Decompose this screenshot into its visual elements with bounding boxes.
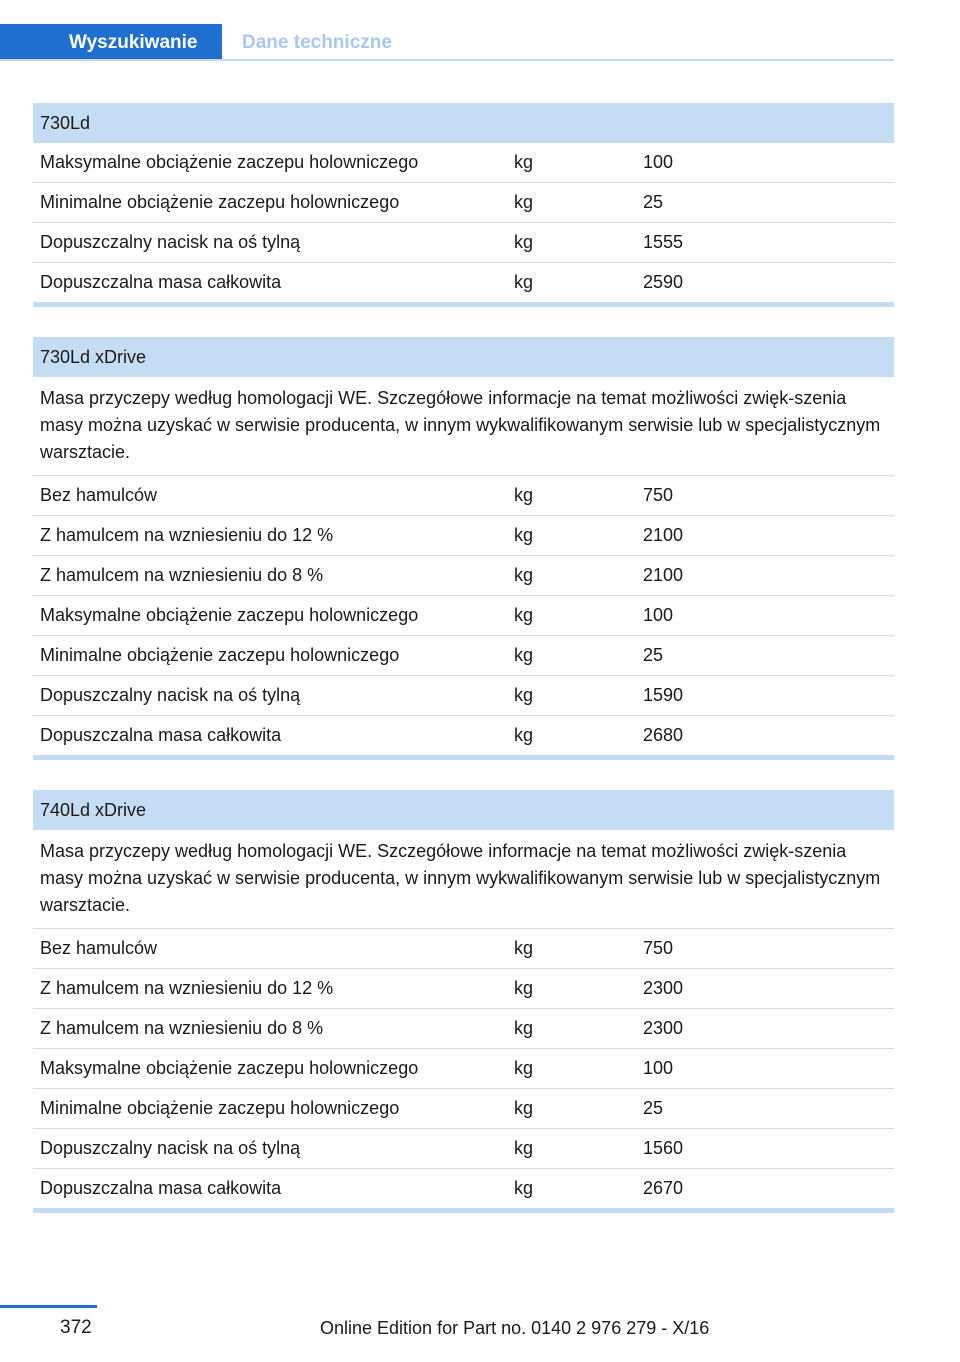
table-row: [33, 263, 894, 302]
row-label: Z hamulcem na wzniesieniu do 8 %: [40, 1018, 324, 1038]
table-row: [33, 1129, 894, 1169]
table-bottom-rule: [33, 1208, 894, 1213]
row-unit: kg: [514, 1098, 534, 1118]
table-bottom-rule: [33, 755, 894, 760]
spec-table-body: [33, 143, 894, 302]
row-label: Dopuszczalny nacisk na oś tylną: [40, 1138, 301, 1158]
row-unit: kg: [514, 685, 534, 705]
table-row: [33, 1009, 894, 1049]
row-label: Minimalne obciążenie zaczepu holowniczego: [40, 192, 400, 212]
row-unit: kg: [514, 525, 534, 545]
table-row: [33, 183, 894, 223]
tab-wyszukiwanie[interactable]: Wyszukiwanie: [0, 24, 222, 61]
table-row: [33, 636, 894, 676]
spec-table-title: 740Ld xDrive: [33, 790, 894, 830]
row-value: 2590: [643, 272, 684, 292]
row-unit: kg: [514, 565, 534, 585]
table-row: [33, 929, 894, 969]
table-row: [33, 143, 894, 183]
table-row: [33, 716, 894, 755]
row-label: Dopuszczalny nacisk na oś tylną: [40, 685, 301, 705]
table-row: [33, 1049, 894, 1089]
row-unit: kg: [514, 152, 534, 172]
row-unit: kg: [514, 938, 534, 958]
table-row: [33, 223, 894, 263]
row-unit: kg: [514, 272, 534, 292]
page-number: 372: [60, 1317, 92, 1338]
row-value: 100: [643, 152, 674, 172]
table-row: [33, 969, 894, 1009]
table-row: [33, 476, 894, 516]
spec-table: [33, 103, 894, 307]
row-unit: kg: [514, 1058, 534, 1078]
top-navigation: [0, 24, 894, 61]
row-label: Z hamulcem na wzniesieniu do 12 %: [40, 525, 334, 545]
row-unit: kg: [514, 978, 534, 998]
spec-table-note: Masa przyczepy według homologacji WE. Szczegółowe informacje na temat możliwości zwięk-szenia masy można uzyskać w serwisie producenta, w innym wykwalifikowanym serwisie lub w specjalistycznym warsztacie.: [33, 830, 894, 929]
table-row: [33, 1089, 894, 1129]
row-label: Maksymalne obciążenie zaczepu holowniczego: [40, 605, 419, 625]
row-label: Minimalne obciążenie zaczepu holowniczego: [40, 1098, 400, 1118]
row-label: Dopuszczalny nacisk na oś tylną: [40, 232, 301, 252]
row-label: Z hamulcem na wzniesieniu do 8 %: [40, 565, 324, 585]
row-value: 25: [643, 192, 664, 212]
row-value: 750: [643, 938, 674, 958]
row-label: Z hamulcem na wzniesieniu do 12 %: [40, 978, 334, 998]
row-value: 25: [643, 645, 664, 665]
table-row: [33, 516, 894, 556]
row-unit: kg: [514, 645, 534, 665]
table-row: [33, 1169, 894, 1208]
row-value: 2100: [643, 525, 684, 545]
row-label: Dopuszczalna masa całkowita: [40, 725, 282, 745]
table-row: [33, 596, 894, 636]
row-value: 100: [643, 1058, 674, 1078]
row-value: 25: [643, 1098, 664, 1118]
row-label: Dopuszczalna masa całkowita: [40, 1178, 282, 1198]
spec-table-body: [33, 476, 894, 755]
row-value: 2300: [643, 1018, 684, 1038]
row-value: 1590: [643, 685, 684, 705]
row-label: Minimalne obciążenie zaczepu holowniczego: [40, 645, 400, 665]
row-label: Maksymalne obciążenie zaczepu holowniczego: [40, 1058, 419, 1078]
spec-table: [33, 337, 894, 760]
spec-tables: [33, 103, 894, 1243]
row-value: 2680: [643, 725, 684, 745]
row-label: Bez hamulców: [40, 938, 158, 958]
spec-table-title: 730Ld xDrive: [33, 337, 894, 377]
row-unit: kg: [514, 605, 534, 625]
row-unit: kg: [514, 1178, 534, 1198]
row-unit: kg: [514, 1018, 534, 1038]
row-unit: kg: [514, 232, 534, 252]
row-label: Dopuszczalna masa całkowita: [40, 272, 282, 292]
row-unit: kg: [514, 485, 534, 505]
row-label: Maksymalne obciążenie zaczepu holowniczego: [40, 152, 419, 172]
header-divider: [0, 59, 894, 61]
row-value: 2670: [643, 1178, 684, 1198]
edition-note: Online Edition for Part no. 0140 2 976 279 - X/16: [320, 1318, 710, 1338]
table-row: [33, 556, 894, 596]
spec-table: [33, 790, 894, 1213]
table-bottom-rule: [33, 302, 894, 307]
row-value: 1555: [643, 232, 684, 252]
row-unit: kg: [514, 192, 534, 212]
footer-accent-rule: [0, 1305, 97, 1308]
spec-table-note: Masa przyczepy według homologacji WE. Szczegółowe informacje na temat możliwości zwięk-szenia masy można uzyskać w serwisie producenta, w innym wykwalifikowanym serwisie lub w specjalistycznym warsztacie.: [33, 377, 894, 476]
spec-table-body: [33, 929, 894, 1208]
tab-dane-techniczne[interactable]: Dane techniczne: [242, 32, 392, 53]
row-unit: kg: [514, 1138, 534, 1158]
row-value: 1560: [643, 1138, 684, 1158]
row-value: 2100: [643, 565, 684, 585]
row-value: 100: [643, 605, 674, 625]
table-row: [33, 676, 894, 716]
row-value: 2300: [643, 978, 684, 998]
row-value: 750: [643, 485, 674, 505]
spec-table-title: 730Ld: [33, 103, 894, 143]
row-label: Bez hamulców: [40, 485, 158, 505]
row-unit: kg: [514, 725, 534, 745]
